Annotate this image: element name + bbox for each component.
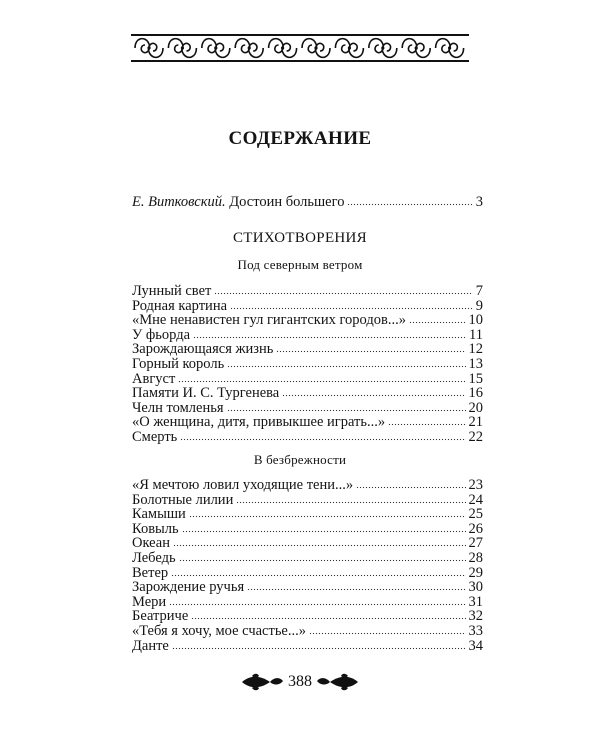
subsection-heading: В безбрежности <box>253 452 347 467</box>
leader-dots <box>388 416 465 426</box>
leaf-ornament-icon <box>316 672 360 692</box>
toc-entry-page-number: 12 <box>468 341 483 358</box>
page-title: СОДЕРЖАНИЕ <box>228 128 372 149</box>
toc-entry-title: Данте <box>132 637 169 654</box>
leader-dots <box>247 581 465 591</box>
toc-intro-entry <box>132 195 483 210</box>
toc-entry-title: «О женщина, дитя, привыкшее играть...» <box>132 414 386 431</box>
leader-dots <box>236 494 465 504</box>
toc-entry-title: Беатриче <box>132 608 189 625</box>
toc-entry <box>132 313 483 328</box>
intro-page-number: 3 <box>475 194 483 210</box>
toc-entry <box>132 430 483 445</box>
folio-page-number: 388 <box>288 673 312 690</box>
toc-entry-title: Мери <box>132 593 167 610</box>
section-heading: СТИХОТВОРЕНИЯ <box>233 230 367 246</box>
toc-entry-page-number: 30 <box>468 579 483 596</box>
toc-entry-title: «Мне ненавистен гул гигантских городов...» <box>132 312 406 329</box>
toc-entry-title: Зарождающаяся жизнь <box>132 341 274 358</box>
toc-entry-page-number: 10 <box>468 312 483 329</box>
toc-entry-page-number: 7 <box>475 283 483 299</box>
toc-entry-page-number: 29 <box>468 564 483 581</box>
intro-title: Достоин большего <box>229 194 345 210</box>
leader-dots <box>178 373 465 383</box>
toc-entry-page-number: 34 <box>468 637 483 654</box>
leader-dots <box>180 431 465 441</box>
toc-entry-title: Зарождение ручья <box>132 579 245 596</box>
toc-entry-page-number: 9 <box>475 297 483 314</box>
page-footer <box>0 670 600 694</box>
leader-dots <box>282 387 465 397</box>
toc-entry <box>132 357 483 372</box>
toc-entry <box>132 536 483 551</box>
toc-entry-title: Болотные лилии <box>132 491 234 508</box>
toc-entry <box>132 624 483 639</box>
toc-entry-page-number: 24 <box>468 491 483 508</box>
toc-entry-page-number: 13 <box>468 356 483 372</box>
toc-entry-title: Ковыль <box>132 520 179 537</box>
leader-dots <box>173 537 466 547</box>
toc-entry-page-number: 25 <box>468 506 483 523</box>
toc-entry <box>132 522 483 537</box>
toc-entry-title: Памяти И. С. Тургенева <box>132 385 280 402</box>
toc-entry-page-number: 11 <box>469 326 483 343</box>
toc-entry-title: Лебедь <box>132 550 176 566</box>
leader-dots <box>227 402 466 412</box>
toc-entry-title: Челн томленья <box>132 399 224 416</box>
toc-entry-page-number: 21 <box>468 414 483 431</box>
toc-entry-title: Океан <box>132 535 170 552</box>
leader-dots <box>171 567 465 577</box>
leader-dots <box>172 640 466 650</box>
intro-author: Е. Витковский. <box>132 194 226 210</box>
toc-entry-page-number: 33 <box>468 623 483 639</box>
toc-entry-page-number: 23 <box>468 477 483 493</box>
toc-entry <box>132 284 483 299</box>
leader-dots <box>227 358 465 368</box>
toc-entry-title: Лунный свет <box>132 283 212 299</box>
toc-entry-page-number: 27 <box>468 535 483 552</box>
leader-dots <box>182 523 466 533</box>
leader-dots <box>409 314 466 324</box>
toc-entry-page-number: 22 <box>468 429 483 445</box>
toc-entry-title: Ветер <box>132 564 169 581</box>
leader-dots <box>356 479 465 489</box>
toc-entry-page-number: 28 <box>468 550 483 566</box>
toc-entry-title: «Тебя я хочу, мое счастье...» <box>132 623 306 639</box>
toc-entry <box>132 639 483 654</box>
subsection-heading: Под северным ветром <box>237 257 363 272</box>
leader-dots <box>179 552 466 562</box>
toc-entry-title: Август <box>132 370 176 387</box>
leaf-ornament-icon <box>240 672 284 692</box>
leader-dots <box>214 285 472 295</box>
toc-entry-page-number: 15 <box>468 370 483 387</box>
toc-entry-title: У фьорда <box>132 326 191 343</box>
toc-entry-title: Родная картина <box>132 297 228 314</box>
leader-dots <box>230 300 473 310</box>
toc-entry <box>132 551 483 566</box>
toc-entry <box>132 507 483 522</box>
leader-dots <box>189 508 466 518</box>
toc-entry-page-number: 32 <box>468 608 483 625</box>
leader-dots <box>276 343 465 353</box>
leader-dots <box>347 196 472 206</box>
leader-dots <box>309 625 466 635</box>
toc-entry-page-number: 26 <box>468 520 483 537</box>
leader-dots <box>191 610 465 620</box>
toc-entry <box>132 386 483 401</box>
toc-entry <box>132 580 483 595</box>
ornament-border-icon <box>131 33 469 63</box>
toc-entry-title: «Я мечтою ловил уходящие тени...» <box>132 477 354 493</box>
toc-entry-title: Горный король <box>132 356 225 372</box>
toc-entry <box>132 415 483 430</box>
toc-entry-title: Смерть <box>132 429 178 445</box>
toc-entry-page-number: 16 <box>468 385 483 402</box>
toc-entry-page-number: 20 <box>468 399 483 416</box>
toc-entry-title: Камыши <box>132 506 186 523</box>
leader-dots <box>193 329 466 339</box>
leader-dots <box>169 596 465 606</box>
toc-entry <box>132 478 483 493</box>
toc-entry-page-number: 31 <box>468 593 483 610</box>
